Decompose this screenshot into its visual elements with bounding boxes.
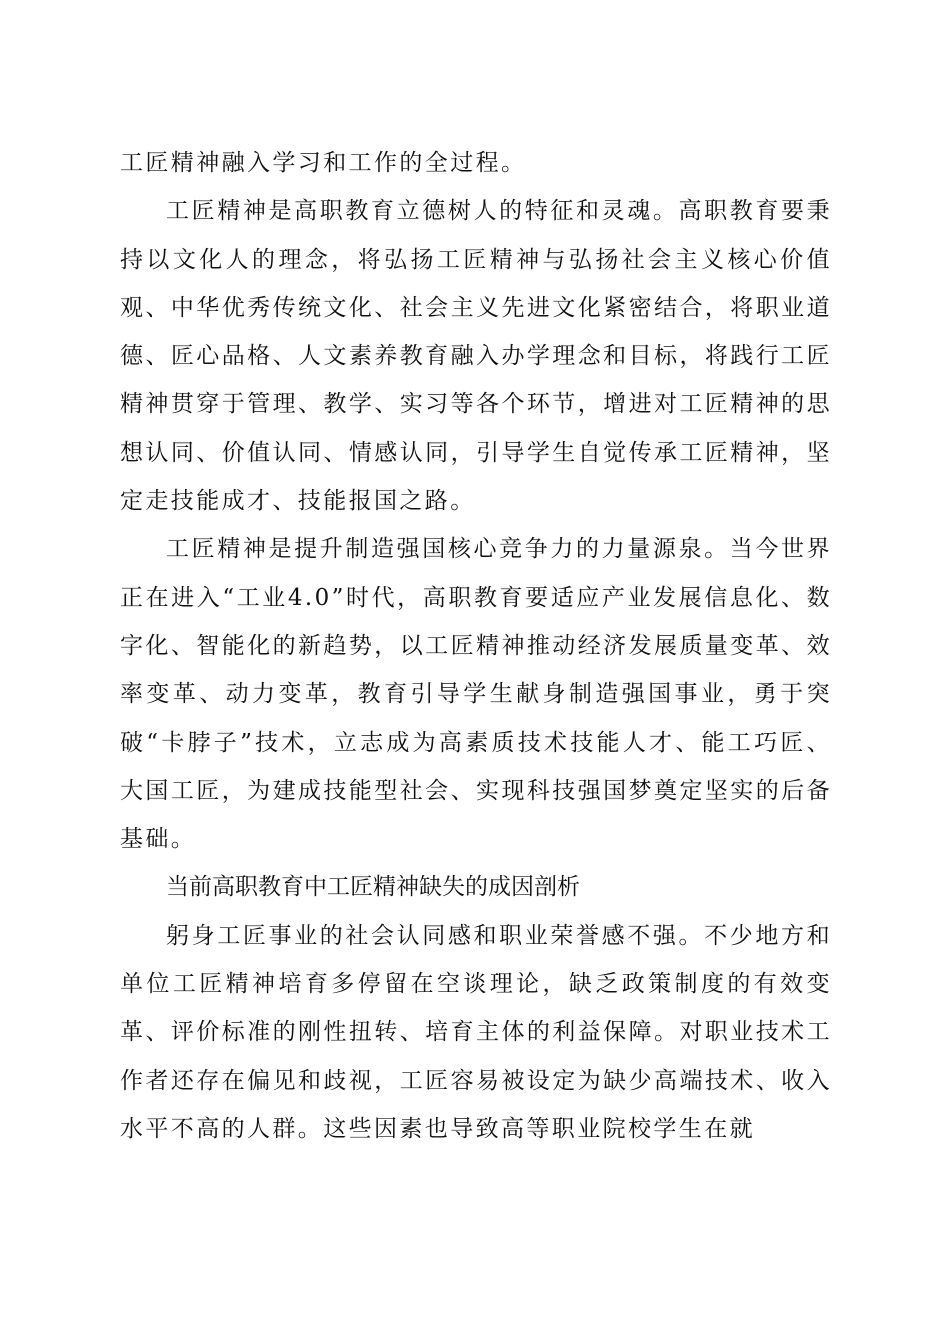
section-heading: 当前高职教育中工匠精神缺失的成因剖析	[166, 874, 580, 901]
paragraph-social-recognition: 躬身工匠事业的社会认同感和职业荣誉感不强。不少地方和单位工匠精神培育多停留在空谈理论，缺乏政策制度的有效变革、评价标准的刚性扭转、培育主体的利益保障。对职业技术工作者还存在偏见和歧视，工匠容易被设定为缺少高端技术、收入水平不高的人群。这些因素也导致高等职业院校学生在就	[120, 922, 832, 1142]
document-body	[120, 139, 832, 1153]
paragraph-craftsman-spirit-power: 工匠精神是提升制造强国核心竞争力的力量源泉。当今世界正在进入“工业4.0”时代，高职教育要适应产业发展信息化、数字化、智能化的新趋势，以工匠精神推动经济发展质量变革、效率变革、动力变革，教育引导学生献身制造强国事业，勇于突破“卡脖子”技术，立志成为高素质技术技能人才、能工巧匠、大国工匠，为建成技能型社会、实现科技强国梦奠定坚实的后备基础。	[120, 536, 832, 853]
paragraph-craftsman-spirit-soul: 工匠精神是高职教育立德树人的特征和灵魂。高职教育要秉持以文化人的理念，将弘扬工匠精神与弘扬社会主义核心价值观、中华优秀传统文化、社会主义先进文化紧密结合，将职业道德、匠心品格、人文素养教育融入办学理念和目标，将践行工匠精神贯穿于管理、教学、实习等各个环节，增进对工匠精神的思想认同、价值认同、情感认同，引导学生自觉传承工匠精神，坚定走技能成才、技能报国之路。	[120, 198, 832, 515]
paragraph-continuation: 工匠精神融入学习和工作的全过程。	[120, 150, 527, 176]
